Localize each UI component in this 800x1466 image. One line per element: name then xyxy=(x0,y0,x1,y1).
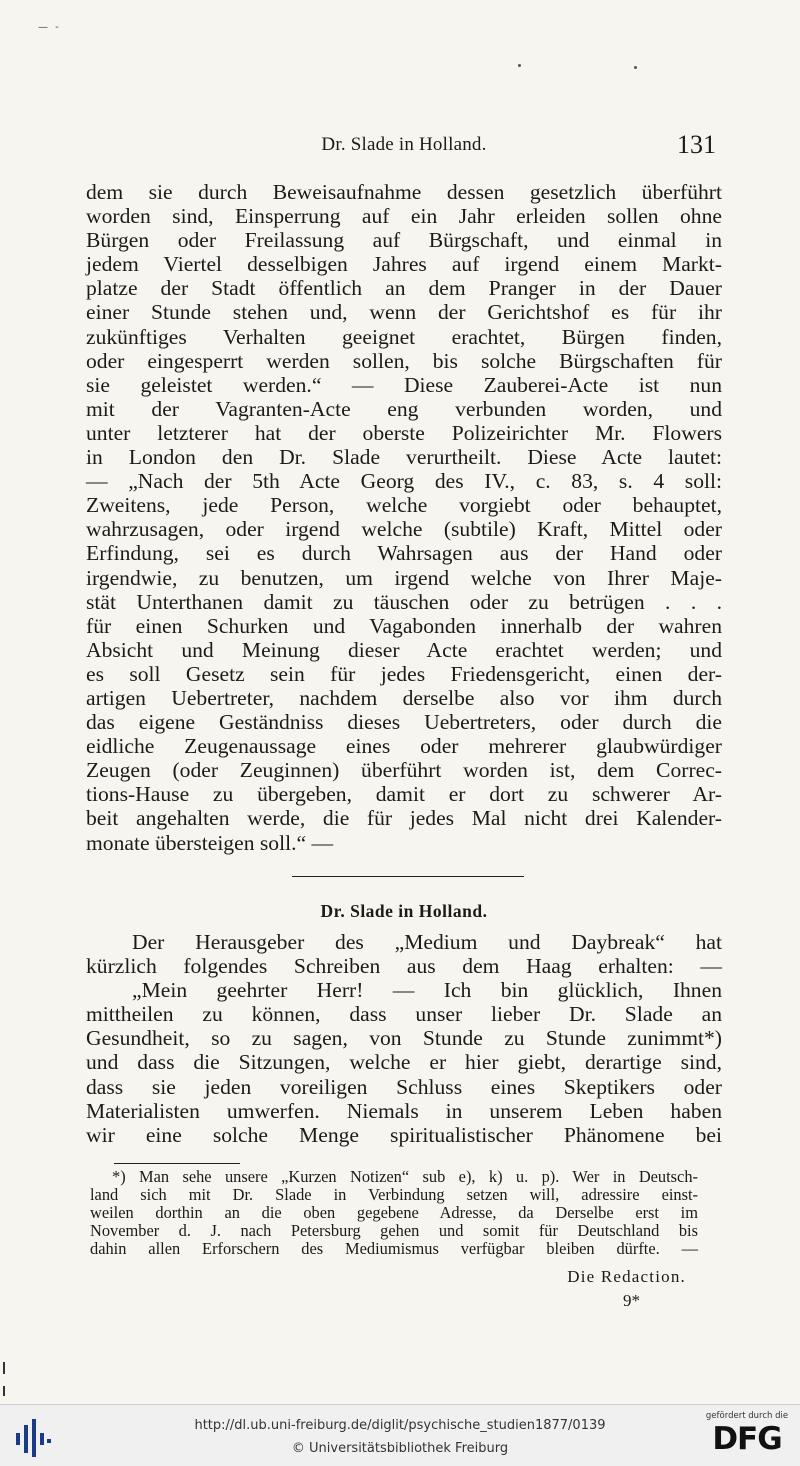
section-heading: Dr. Slade in Holland. xyxy=(320,901,488,921)
text-line: Zweitens, jede Person, welche vorgiebt oder behauptet, xyxy=(86,493,722,518)
running-head xyxy=(86,130,722,160)
text-line: wahrzusagen, oder irgend welche (subtile) Kraft, Mittel oder xyxy=(86,517,722,542)
text-line: stät Unterthanen damit zu täuschen oder zu betrügen . . . xyxy=(86,589,722,614)
footnote-line: weilen dorthin an die oben gegebene Adresse, da Derselbe erst im xyxy=(90,1203,698,1222)
scan-speck xyxy=(634,66,637,69)
viewer-footer xyxy=(0,1404,800,1466)
text-line: Der Herausgeber des „Medium und Daybreak“ hat xyxy=(132,930,722,954)
text-line: mit der Vagranten-Acte eng verbunden worden, und xyxy=(86,396,722,421)
footnote-line: *) Man sehe unsere „Kurzen Notizen“ sub e), k) u. p). Wer in Deutsch- xyxy=(112,1167,698,1186)
footnote-line: land sich mit Dr. Slade in Verbindung setzen will, adressire einst- xyxy=(90,1185,698,1204)
text-line: monate übersteigen soll.“ — xyxy=(86,830,334,855)
footnote xyxy=(90,1168,698,1258)
text-line: für einen Schurken und Vagabonden innerhalb der wahren xyxy=(86,613,722,638)
text-line: sie geleistet werden.“ — Diese Zauberei-Acte ist nun xyxy=(86,372,722,397)
text-line: tions-Hause zu übergeben, damit er dort zu schwerer Ar- xyxy=(86,782,722,807)
scan-edge-mark xyxy=(3,1362,5,1374)
footnote-line: November d. J. nach Petersburg gehen und somit für Deutschland bis xyxy=(90,1221,698,1240)
text-line: platze der Stadt öffentlich an dem Pranger in der Dauer xyxy=(86,276,722,301)
text-line: — „Nach der 5th Acte Georg des IV., c. 83, s. 4 soll: xyxy=(86,469,722,494)
text-line: dass sie jeden voreiligen Schluss eines Skeptikers oder xyxy=(86,1074,722,1099)
text-line: unter letzterer hat der oberste Polizeirichter Mr. Flowers xyxy=(86,420,722,445)
text-line: eidliche Zeugenaussage eines oder mehrerer glaubwürdiger xyxy=(86,734,722,759)
footnote-line: dahin allen Erforschern des Mediumismus verfügbar bleiben dürfte. — xyxy=(90,1239,698,1258)
scan-speck xyxy=(518,64,521,67)
text-line: beit angehalten werde, die für jedes Mal nicht drei Kalender- xyxy=(86,806,722,831)
section-divider xyxy=(292,876,524,877)
text-line: „Mein geehrter Herr! — Ich bin glücklich, Ihnen xyxy=(132,978,722,1003)
text-line: in London den Dr. Slade verurtheilt. Diese Acte lautet: xyxy=(86,445,722,470)
dfg-caption: gefördert durch die xyxy=(705,1411,789,1421)
footnote-divider xyxy=(114,1163,240,1164)
copyright-notice: © Universitätsbibliothek Freiburg xyxy=(291,1441,509,1456)
text-line: irgendwie, zu benutzen, um irgend welche von Ihrer Maje- xyxy=(86,565,722,590)
text-line: es soll Gesetz sein für jedes Friedensgericht, einen der- xyxy=(86,661,722,686)
text-line: zukünftiges Verhalten geeignet erachtet, Bürgen finden, xyxy=(86,324,722,349)
text-line: einer Stunde stehen und, wenn der Gerichtshof es für ihr xyxy=(86,300,722,325)
section-text xyxy=(86,930,722,1147)
text-line: Materialisten umwerfen. Niemals in unserem Leben haben xyxy=(86,1098,722,1123)
text-line: jedem Viertel desselbigen Jahres auf irgend einem Markt- xyxy=(86,252,722,277)
text-line: artigen Uebertreter, nachdem derselbe also vor ihm durch xyxy=(86,685,722,710)
text-line: Bürgen oder Freilassung auf Bürgschaft, und einmal in xyxy=(86,228,722,253)
signature-mark: 9* xyxy=(623,1291,640,1310)
text-line: Absicht und Meinung dieser Acte erachtet werden; und xyxy=(86,637,722,662)
text-line: das eigene Geständniss dieses Uebertreters, oder durch die xyxy=(86,710,722,735)
text-line: dem sie durch Beweisaufnahme dessen gesetzlich überführt xyxy=(86,180,722,204)
text-line: und dass die Sitzungen, welche er hier giebt, derartige sind, xyxy=(86,1050,722,1075)
text-line: mittheilen zu können, dass unser lieber Dr. Slade an xyxy=(86,1002,722,1027)
text-line: kürzlich folgendes Schreiben aus dem Haag erhalten: — xyxy=(86,954,722,979)
permalink-url[interactable]: http://dl.ub.uni-freiburg.de/diglit/psychische_studien1877/0139 xyxy=(194,1418,606,1433)
text-line: worden sind, Einsperrung auf ein Jahr erleiden sollen ohne xyxy=(86,204,722,229)
main-text xyxy=(86,180,722,855)
scan-edge-mark xyxy=(3,1386,5,1396)
text-line: Zeugen (oder Zeuginnen) überführt worden ist, dem Correc- xyxy=(86,758,722,783)
dfg-logo[interactable] xyxy=(702,1411,792,1461)
dfg-wordmark: DFG xyxy=(712,1421,782,1457)
text-line: Gesundheit, so zu sagen, von Stunde zu Stunde zunimmt*) xyxy=(86,1026,722,1051)
text-line: wir eine solche Menge spiritualistischer Phänomene bei xyxy=(86,1122,722,1147)
text-line: Erfindung, sei es durch Wahrsagen aus der Hand oder xyxy=(86,541,722,566)
running-head-title: Dr. Slade in Holland. xyxy=(321,134,487,155)
scan-corner-mark: — ‐ xyxy=(38,22,61,33)
footnote-signature: Die Redaction. xyxy=(567,1267,686,1286)
text-line: oder eingesperrt werden sollen, bis solche Bürgschaften für xyxy=(86,348,722,373)
page-number: 131 xyxy=(677,130,716,159)
